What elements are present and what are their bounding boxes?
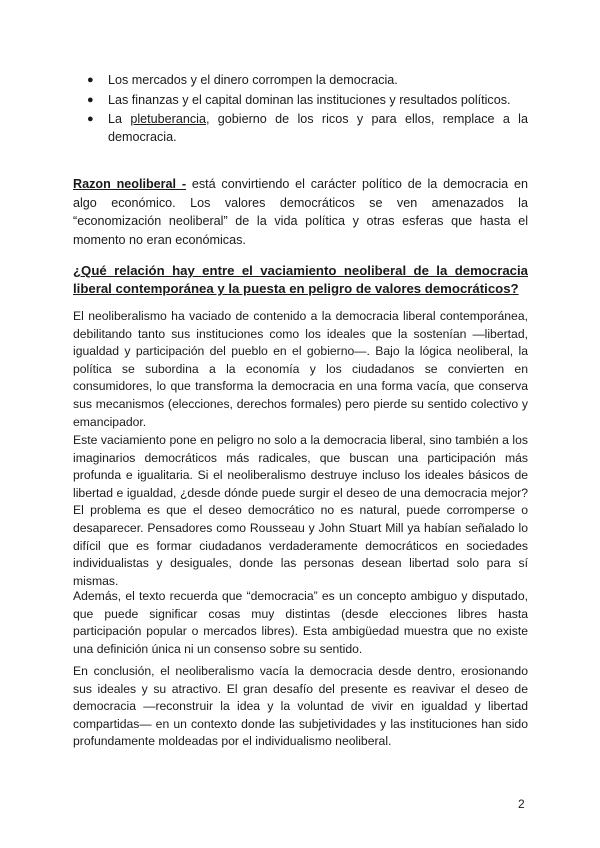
list-item	[84, 91, 528, 109]
section-heading: ¿Qué relación hay entre el vaciamiento neoliberal de la democracia liberal contemporánea y la puesta en peligro de valores democráticos?	[73, 263, 528, 296]
body-paragraph-3: Además, el texto recuerda que “democracia” es un concepto ambiguo y disputado, que puede significar cosas muy distintas (desde elecciones libres hasta participación popular o mercados libres). Esta ambigüedad muestra que no existe una definición única ni un consenso sobre su sentido.	[73, 589, 528, 656]
razon-neoliberal-paragraph	[73, 175, 528, 249]
list-item	[84, 110, 528, 146]
body-paragraph-1: El neoliberalismo ha vaciado de contenido a la democracia liberal contemporánea, debilitando tanto sus instituciones como los ideales que la sostenían —libertad, igualdad y participación del pueblo en el gobierno—. Bajo la lógica neoliberal, la política se subordina a la economía y los ciudadanos se convierten en consumidores, lo que transforma la democracia en una forma vacía, que conserva sus mecanismos (elecciones, derechos formales) pero pierde su sentido colectivo y emancipador.	[73, 309, 528, 429]
bullet-underlined-term: pletuberancia	[130, 112, 206, 126]
razon-label: Razon neoliberal -	[73, 177, 187, 191]
bullet-icon: ●	[87, 93, 94, 106]
bullet-text: Las finanzas y el capital dominan las instituciones y resultados políticos.	[108, 92, 511, 107]
bullet-icon: ●	[87, 74, 94, 86]
bullet-list	[84, 71, 528, 148]
bullet-text-suffix: , gobierno de los ricos y para ellos, remplace a la democracia.	[108, 112, 528, 144]
bullet-icon: ●	[87, 113, 94, 125]
page-number: 2	[518, 797, 525, 811]
list-item	[84, 71, 528, 89]
bullet-text: Los mercados y el dinero corrompen la democracia.	[108, 73, 398, 87]
body-paragraph-4: En conclusión, el neoliberalismo vacía la democracia desde dentro, erosionando sus ideales y su atractivo. El gran desafío del presente es reavivar el deseo de democracia —reconstruir la idea y la voluntad de vivir en igualdad y libertad compartidas— en un contexto donde las subjetividades y las instituciones han sido profundamente moldeadas por el individualismo neoliberal.	[73, 664, 528, 749]
body-paragraph-2: Este vaciamiento pone en peligro no solo a la democracia liberal, sino también a los imaginarios democráticos más radicales, que buscan una participación más profunda e igualitaria. Si el neoliberalismo destruye incluso los ideales básicos de libertad e igualdad, ¿desde dónde puede surgir el deseo de una democracia mejor? El problema es que el deseo democrático no es natural, puede corromperse o desaparecer. Pensadores como Rousseau y John Stuart Mill ya habían señalado lo difícil que es formar ciudadanos verdaderamente democráticos en sociedades individualistas y desiguales, donde las personas desean libertad solo para sí mismas.	[73, 433, 528, 588]
bullet-text-prefix: La	[108, 112, 131, 126]
razon-text: está convirtiendo el carácter político de la democracia en algo económico. Los valores democráticos se ven amenazados la “economización neoliberal” de la vida política y otras esferas que hasta el momento no eran económicas.	[73, 177, 528, 247]
